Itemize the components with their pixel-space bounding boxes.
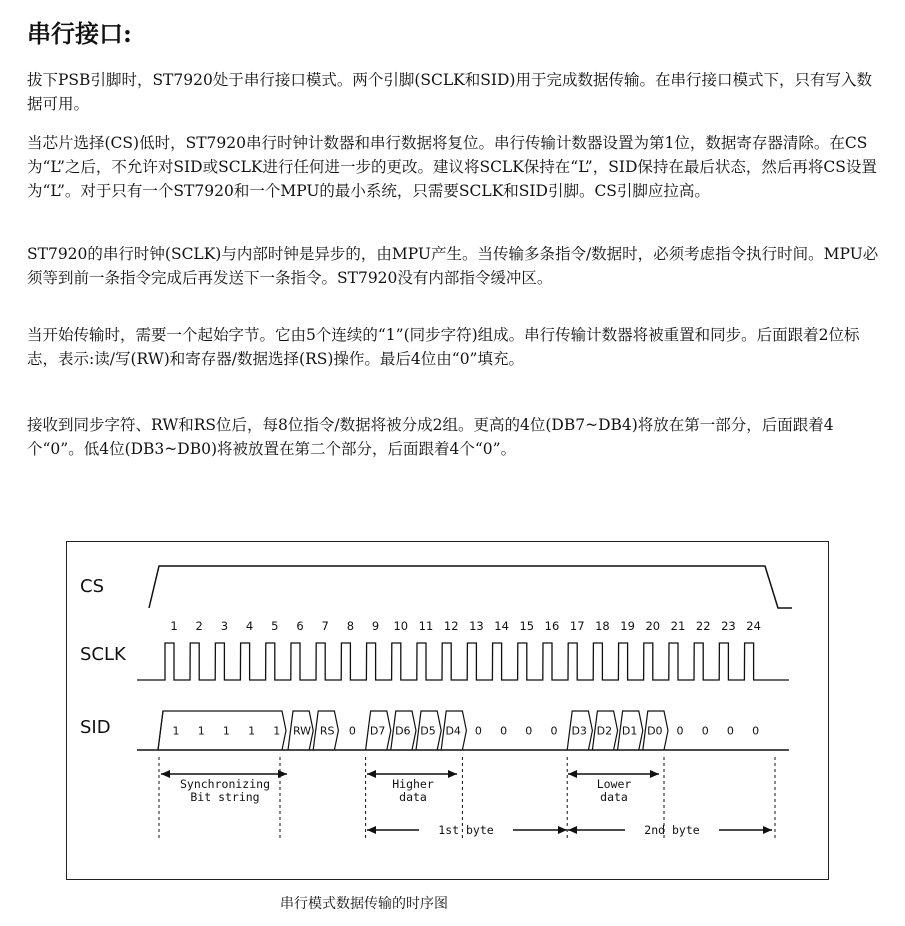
sid-bit-label: D5: [420, 724, 436, 738]
clock-number: 20: [645, 619, 661, 633]
sid-bit-label: D0: [647, 724, 663, 738]
sync-arrow-head-right: [278, 770, 287, 778]
clock-number: 15: [519, 619, 535, 633]
sid-bit-label: 0: [550, 724, 558, 738]
byte1-arrow-right-head: [558, 826, 567, 834]
lower-arrow-head-right: [650, 770, 659, 778]
sid-bit-label: D4: [445, 724, 461, 738]
clock-number: 6: [296, 619, 304, 633]
clock-number: 8: [346, 619, 355, 633]
sid-bit-label: RW: [292, 724, 312, 738]
signal-label-cs: CS: [80, 576, 104, 597]
diagram-caption: 串行模式数据传输的时序图: [280, 896, 448, 912]
paragraph-3: ST7920的串行时钟(SCLK)与内部时钟是异步的，由MPU产生。当传输多条指令/数据时，必须考虑指令执行时间。MPU必须等到前一条指令完成后再发送下一条指令。ST7920没有内部指令缓冲区。: [27, 245, 879, 287]
clock-number: 11: [418, 619, 434, 633]
page-title: 串行接口:: [27, 19, 132, 48]
sid-bit-label: 0: [525, 724, 533, 738]
timing-diagram-svg: [67, 542, 828, 879]
paragraph-1: 拔下PSB引脚时，ST7920处于串行接口模式。两个引脚(SCLK和SID)用于完成数据传输。在串行接口模式下，只有写入数据可用。: [27, 71, 872, 113]
paragraph-2: 当芯片选择(CS)低时，ST7920串行时钟计数器和串行数据将复位。串行传输计数器设置为第1位，数据寄存器清除。在CS为“L”之后，不允许对SID或SCLK进行任何进一步的更改。建议将SCLK保持在“L”，SID保持在最后状态，然后再将CS设置为“L”。对于只有一个ST7920和一个MPU的最小系统，只需要SCLK和SID引脚。CS引脚应拉高。: [27, 134, 877, 200]
clock-number: 7: [321, 619, 329, 633]
paragraph-5: 接收到同步字符、RW和RS位后，每8位指令/数据将被分成2组。更高的4位(DB7~DB4)将放在第一部分，后面跟着4个“0”。低4位(DB3~DB0)将被放置在第二个部分，后面跟着4个“0”。: [27, 416, 834, 458]
clock-number: 5: [271, 619, 279, 633]
clock-number: 13: [469, 619, 484, 633]
clock-number: 14: [494, 619, 509, 633]
clock-number: 23: [721, 619, 736, 633]
sclk-waveform: [137, 643, 789, 680]
sync-label-line1: Synchronizing: [179, 777, 271, 791]
sid-bit-label: 0: [701, 724, 709, 738]
clock-number: 19: [620, 619, 635, 633]
cs-waveform: [149, 566, 792, 608]
sync-label-line2: Bit string: [190, 790, 260, 804]
clock-number: 10: [393, 619, 409, 633]
sid-bit-label: 0: [348, 724, 356, 738]
lower-label-line2: data: [600, 790, 628, 804]
clock-number: 22: [695, 619, 711, 633]
sid-bit-label: 0: [500, 724, 508, 738]
sid-bit-label: D1: [621, 724, 638, 738]
sid-bit-label: 1: [197, 724, 205, 738]
lower-label-line1: Lower: [596, 777, 632, 791]
clock-number: 3: [220, 619, 229, 633]
sid-bit-label: D3: [571, 724, 587, 738]
sid-bit-label: D6: [395, 724, 411, 738]
sid-bit-label: 1: [273, 724, 281, 738]
sid-bit-label: 1: [222, 724, 230, 738]
lower-arrow-head-left: [568, 770, 577, 778]
clock-number: 1: [170, 619, 178, 633]
higher-arrow-head-right: [448, 770, 457, 778]
byte1-label: 1st byte: [438, 823, 494, 837]
sid-bit-label: D7: [369, 724, 386, 738]
clock-number: 24: [746, 619, 761, 633]
sid-rise-edge: [158, 711, 163, 750]
clock-number: 18: [595, 619, 610, 633]
byte2-arrow-right-head: [763, 826, 772, 834]
paragraph-4: 当开始传输时，需要一个起始字节。它由5个连续的“1”(同步字符)组成。串行传输计数器将被重置和同步。后面跟着2位标志，表示:读/写(RW)和寄存器/数据选择(RS)操作。最后4位由“0”填充。: [27, 326, 860, 368]
higher-label-line2: data: [399, 790, 427, 804]
sid-bit-label: 0: [474, 724, 482, 738]
higher-arrow-head-left: [367, 770, 376, 778]
sid-bit-label: 0: [752, 724, 760, 738]
sid-bit-label: 1: [172, 724, 180, 738]
clock-number: 16: [544, 619, 560, 633]
signal-label-sid: SID: [80, 717, 111, 738]
sid-bit-label: RS: [319, 724, 335, 738]
timing-diagram: [66, 541, 829, 880]
clock-number: 17: [569, 619, 585, 633]
byte2-label: 2nd byte: [644, 823, 700, 837]
clock-number: 4: [245, 619, 254, 633]
sid-bit-label: D2: [596, 724, 613, 738]
clock-number: 12: [443, 619, 459, 633]
signal-label-sclk: SCLK: [80, 644, 126, 665]
byte1-arrow-left-head: [367, 826, 376, 834]
sid-bit-label: 1: [248, 724, 256, 738]
clock-number: 2: [195, 619, 203, 633]
higher-label-line1: Higher: [392, 777, 434, 791]
sid-bit-label: 0: [726, 724, 734, 738]
sid-bit-label: 0: [676, 724, 684, 738]
byte2-arrow-left-head: [568, 826, 577, 834]
sync-arrow-head-left: [161, 770, 170, 778]
clock-number: 9: [371, 619, 380, 633]
clock-number: 21: [670, 619, 686, 633]
